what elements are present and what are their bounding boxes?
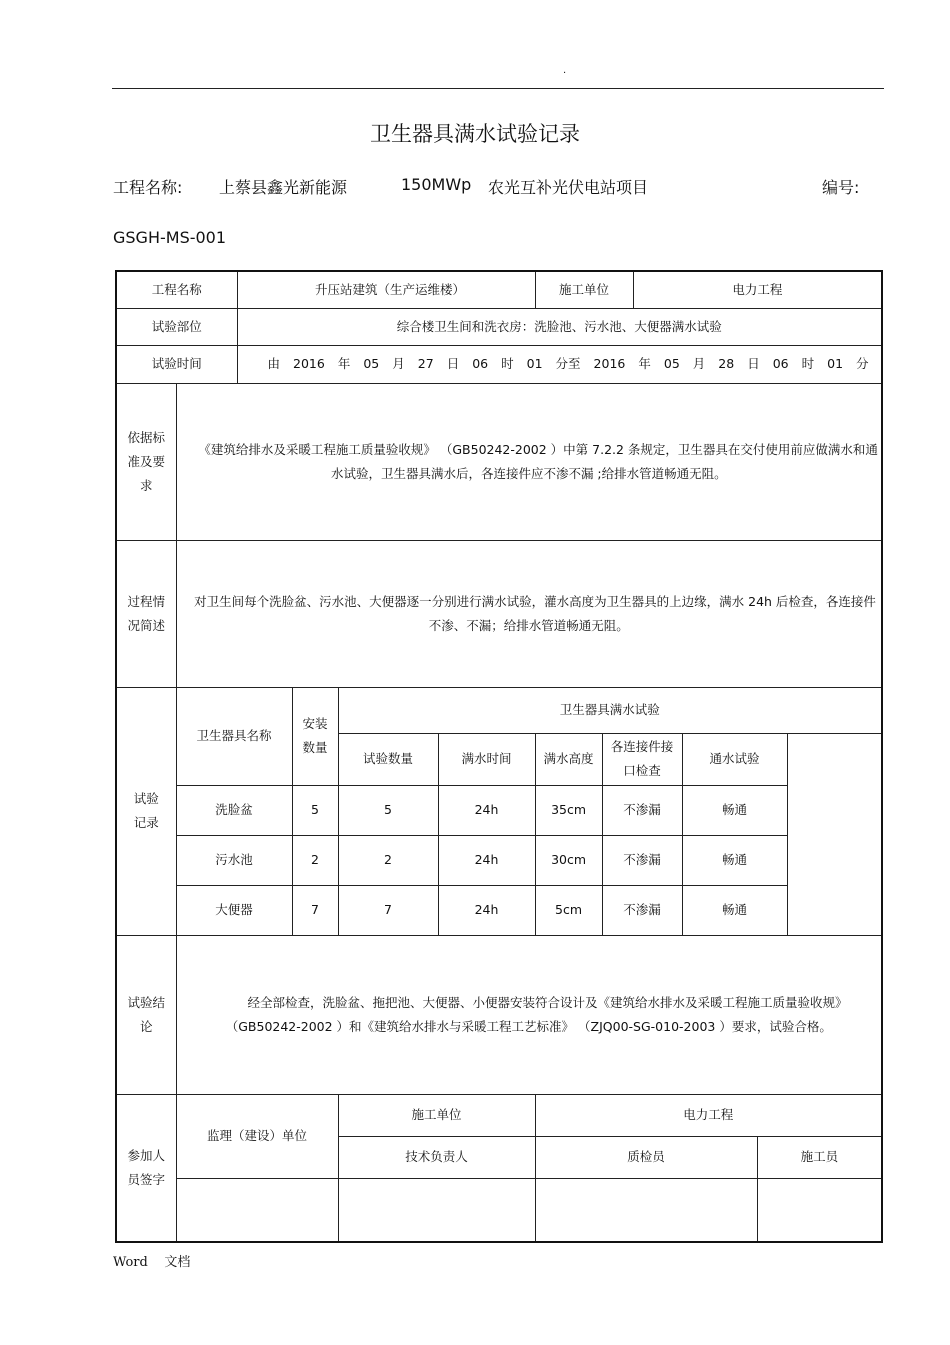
code-value: GSGH-MS-001	[113, 228, 227, 247]
sign-contractor-label: 施工单位	[338, 1094, 535, 1136]
process-label: 过程情况简述	[116, 540, 176, 687]
worker-signature[interactable]	[757, 1178, 882, 1242]
supervisor-signature[interactable]	[176, 1178, 338, 1242]
project-name-part2: 150MWp	[401, 175, 472, 194]
project-label: 工程名称:	[113, 178, 183, 197]
time-part: 01	[526, 356, 543, 371]
time-part: 时	[801, 356, 815, 371]
header-mark: ·	[563, 68, 567, 79]
table-row	[116, 885, 882, 935]
fixture-name: 大便器	[176, 885, 292, 935]
tech-lead-label: 技术负责人	[338, 1136, 535, 1178]
col-joint-check: 各连接件接口检查	[602, 733, 682, 785]
fixture-name: 污水池	[176, 835, 292, 885]
time-part: 分	[856, 356, 869, 371]
install-qty: 5	[292, 785, 338, 835]
time-label: 试验时间	[116, 345, 237, 383]
page-title: 卫生器具满水试验记录	[370, 122, 580, 146]
install-qty: 2	[292, 835, 338, 885]
time-part: 时	[501, 356, 514, 371]
project-name-part3: 农光互补光伏电站项目	[488, 178, 649, 197]
project-name-part1: 上蔡县鑫光新能源	[219, 178, 348, 197]
table-row	[116, 835, 882, 885]
flow-test: 畅通	[682, 885, 787, 935]
col-fixture-name: 卫生器具名称	[176, 687, 292, 785]
time-parts	[268, 352, 882, 376]
fill-time: 24h	[438, 835, 535, 885]
process-text: 对卫生间每个洗脸盆、污水池、大便器逐一分别进行满水试验，灌水高度为卫生器具的上边缘，满水 24h 后检查，各连接件不渗、不漏；给排水管道畅通无阻。	[176, 540, 882, 687]
time-part: 27	[417, 356, 434, 371]
inspector-signature[interactable]	[535, 1178, 757, 1242]
time-part: 2016	[593, 356, 626, 371]
record-label: 试验记录	[116, 687, 176, 935]
table-row	[116, 785, 882, 835]
tech-lead-signature[interactable]	[338, 1178, 535, 1242]
worker-label: 施工员	[757, 1136, 882, 1178]
fill-height: 30cm	[535, 835, 602, 885]
time-part: 日	[747, 356, 760, 371]
test-qty: 2	[338, 835, 438, 885]
col-test-qty: 试验数量	[338, 733, 438, 785]
conclusion-label: 试验结论	[116, 935, 176, 1094]
fill-height: 35cm	[535, 785, 602, 835]
footer-text: Word 文档	[113, 1255, 191, 1270]
time-part: 05	[663, 356, 680, 371]
col-group-fill-test: 卫生器具满水试验	[338, 687, 882, 733]
basis-text: 《建筑给排水及采暖工程施工质量验收规》 （GB50242-2002 ）中第 7.2.2 条规定，卫生器具在交付使用前应做满水和通水试验，卫生器具满水后，各连接件应不渗不漏 ;给排水管道畅通无阻。	[176, 383, 882, 540]
time-part: 分至	[555, 356, 581, 371]
install-qty: 7	[292, 885, 338, 935]
col-install-qty: 安装数量	[292, 687, 338, 785]
time-part: 28	[718, 356, 735, 371]
col-flow-test: 通水试验	[682, 733, 787, 785]
time-part: 日	[446, 356, 460, 371]
time-part: 由	[267, 356, 281, 371]
col-fill-height: 满水高度	[535, 733, 602, 785]
time-part: 2016	[293, 356, 325, 371]
supervisor-unit: 监理（建设）单位	[176, 1094, 338, 1178]
test-qty: 7	[338, 885, 438, 935]
project-name-label: 工程名称	[116, 271, 237, 308]
sign-contractor-value: 电力工程	[535, 1094, 882, 1136]
location-label: 试验部位	[116, 308, 237, 345]
contractor-label: 施工单位	[535, 271, 633, 308]
time-value	[237, 345, 882, 383]
fill-time: 24h	[438, 885, 535, 935]
joint-check: 不渗漏	[602, 885, 682, 935]
code-label: 编号:	[822, 178, 860, 197]
fill-height: 5cm	[535, 885, 602, 935]
flow-test: 畅通	[682, 785, 787, 835]
inspector-label: 质检员	[535, 1136, 757, 1178]
test-record-table	[115, 270, 883, 1243]
time-part: 06	[472, 356, 489, 371]
time-part: 年	[638, 356, 651, 371]
joint-check: 不渗漏	[602, 785, 682, 835]
conclusion-text: 经全部检查，洗脸盆、拖把池、大便器、小便器安装符合设计及《建筑给水排水及采暖工程施工质量验收规》（GB50242-2002 ）和《建筑给水排水与采暖工程工艺标准》 （ZJQ00-SG-010-2003 ）要求，试验合格。	[176, 935, 882, 1094]
flow-test: 畅通	[682, 835, 787, 885]
time-part: 06	[772, 356, 789, 371]
signatures-label: 参加人员签字	[116, 1094, 176, 1242]
time-part: 01	[827, 356, 844, 371]
project-name-value: 升压站建筑（生产运维楼）	[237, 271, 535, 308]
col-fill-time: 满水时间	[438, 733, 535, 785]
contractor-value: 电力工程	[633, 271, 882, 308]
fixture-name: 洗脸盆	[176, 785, 292, 835]
test-qty: 5	[338, 785, 438, 835]
location-value: 综合楼卫生间和洗衣房：洗脸池、污水池、大便器满水试验	[237, 308, 882, 345]
time-part: 年	[337, 356, 351, 371]
time-part: 月	[692, 356, 706, 371]
time-part: 月	[392, 356, 405, 371]
fill-time: 24h	[438, 785, 535, 835]
basis-label: 依据标准及要求	[116, 383, 176, 540]
time-part: 05	[363, 356, 380, 371]
joint-check: 不渗漏	[602, 835, 682, 885]
header-rule	[112, 88, 884, 89]
